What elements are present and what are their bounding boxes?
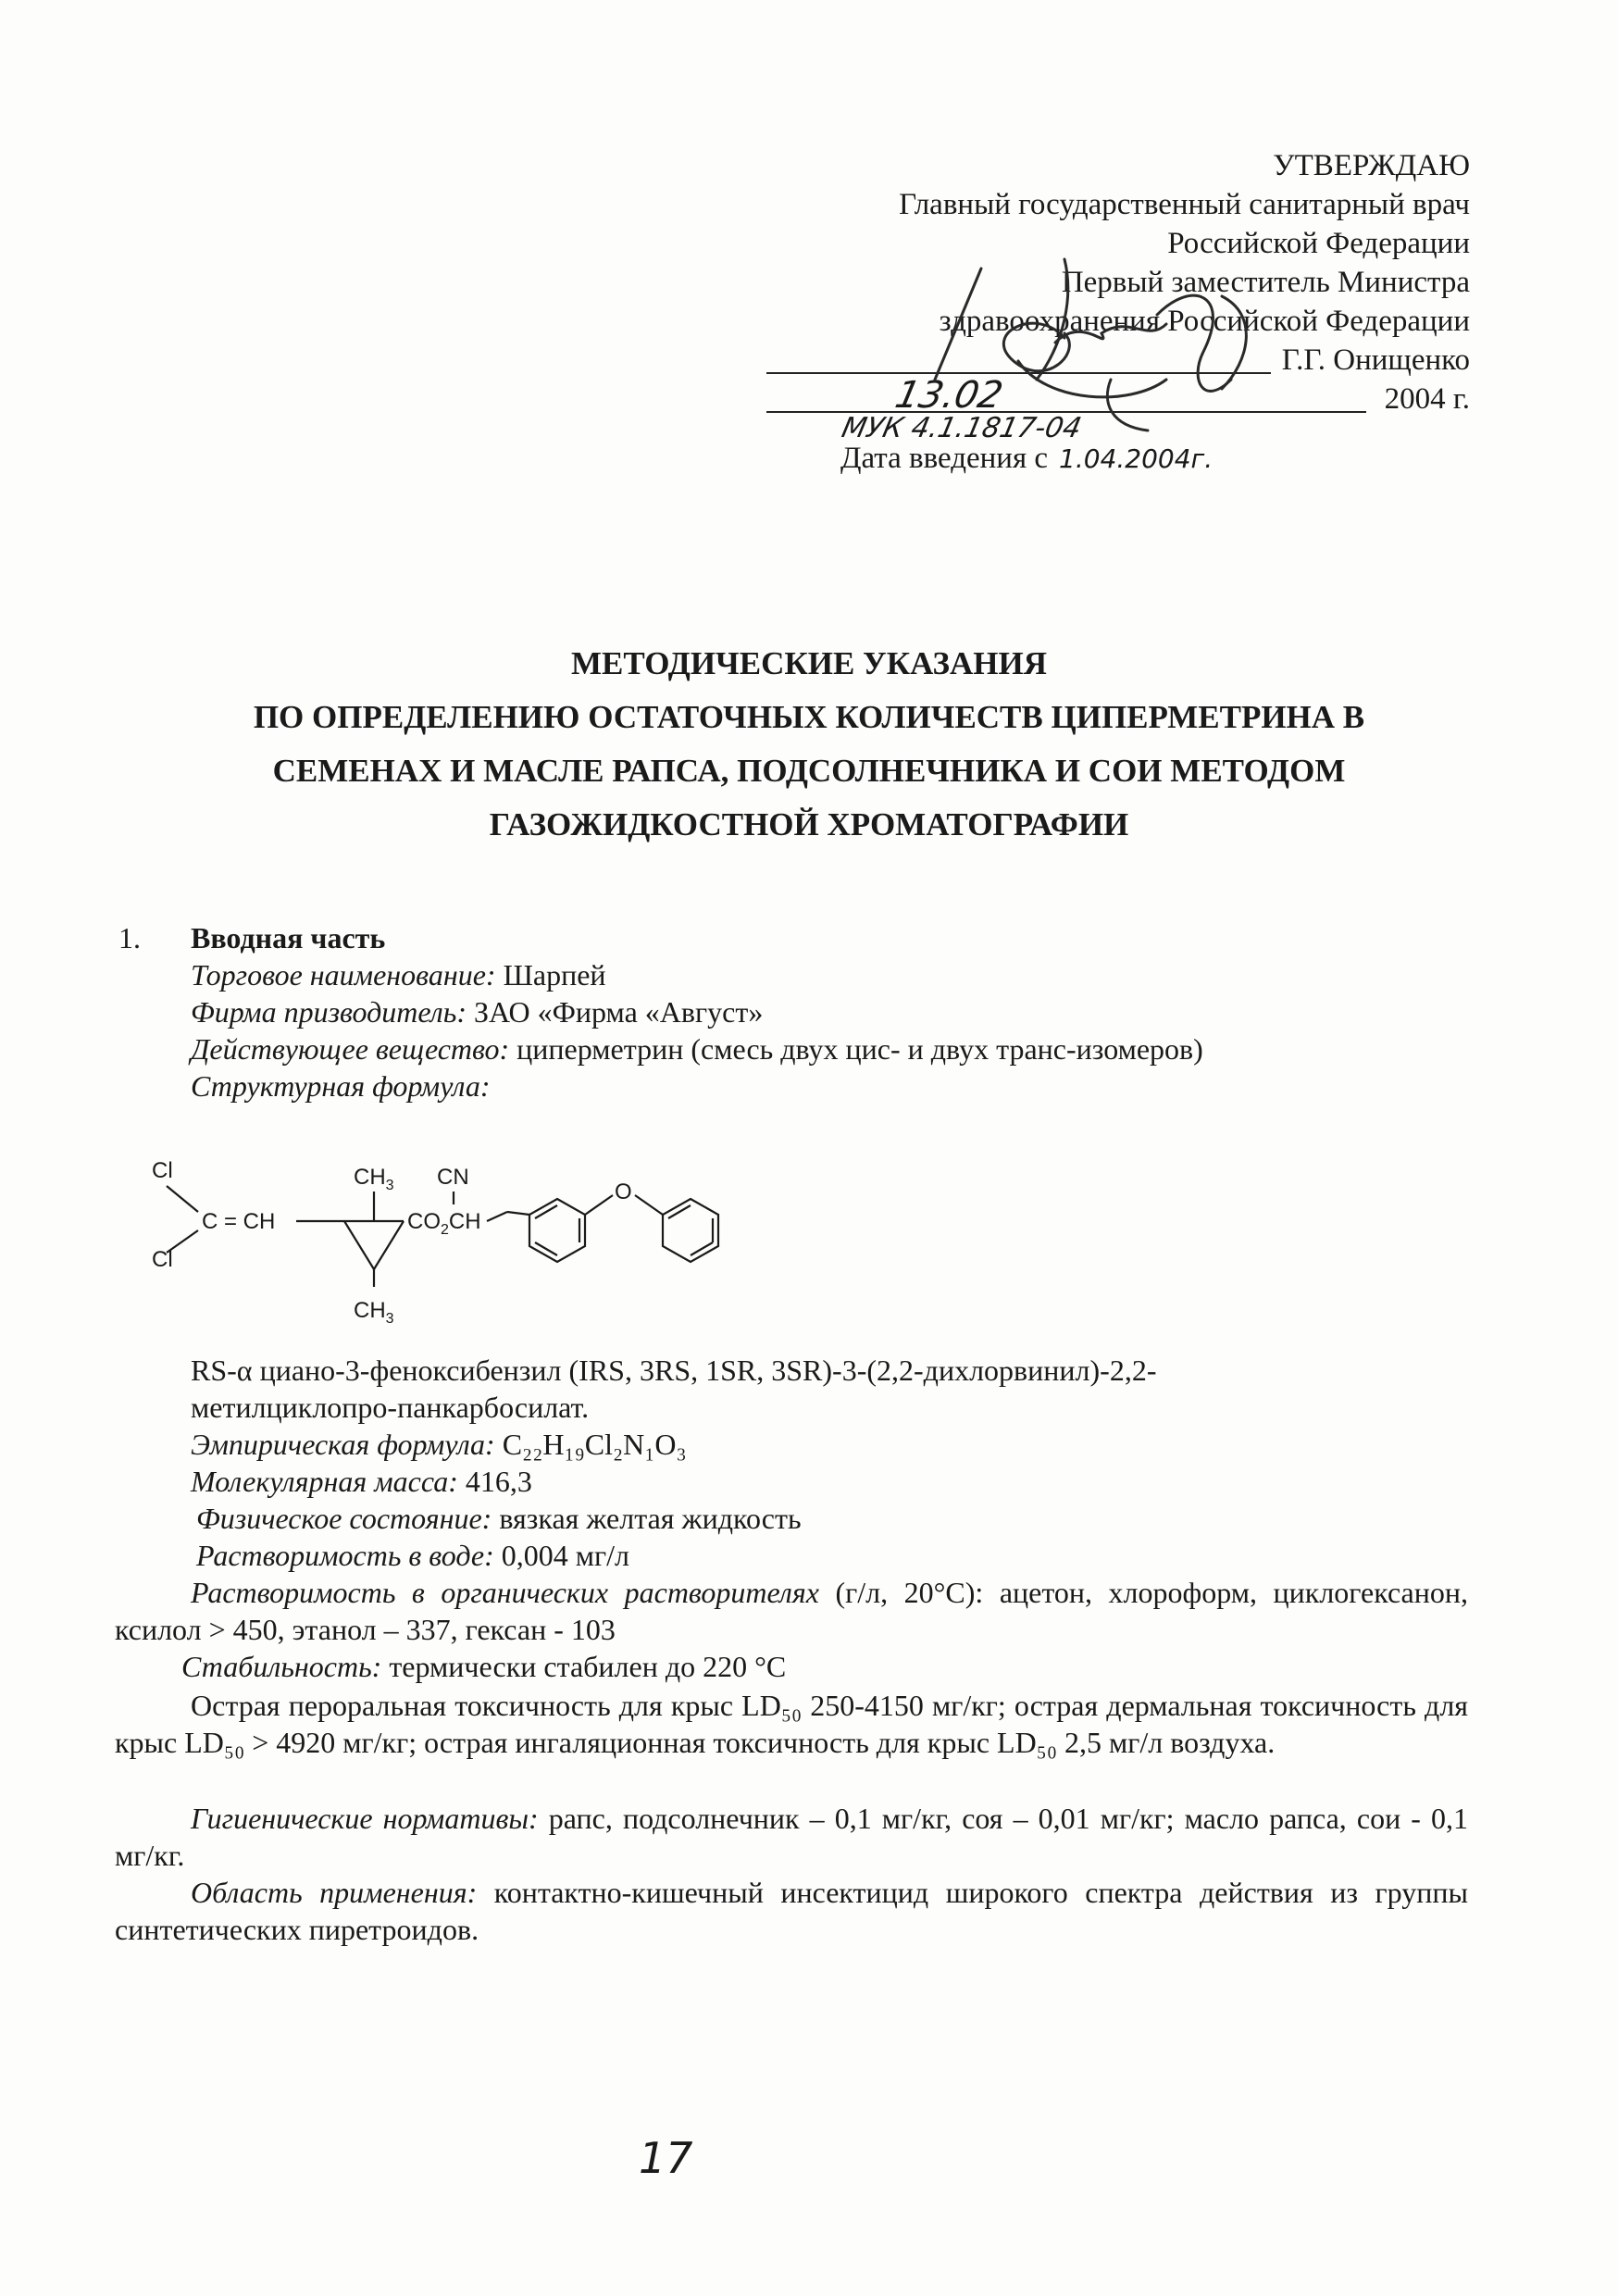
empirical-formula-field: [191, 1426, 1468, 1463]
formula-cl-bottom: Cl: [152, 1247, 173, 1272]
chemical-details: [191, 1352, 1468, 1574]
maker-field: [118, 993, 1470, 1030]
formula-cn: CN: [437, 1165, 469, 1190]
hygiene-norms-paragraph: [115, 1800, 1468, 1874]
toxicity-paragraph: [115, 1687, 1468, 1761]
application-scope-paragraph: [115, 1874, 1468, 1948]
formula-vinyl: C = CH: [202, 1209, 276, 1234]
signature-rule: [766, 372, 1271, 374]
organic-solubility-paragraph: [115, 1574, 1468, 1648]
approval-year: 2004 г.: [1384, 382, 1470, 416]
section-introduction: [118, 919, 1470, 1104]
title-line-2: ПО ОПРЕДЕЛЕНИЮ ОСТАТОЧНЫХ КОЛИЧЕСТВ ЦИПЕРМЕТРИНА В: [253, 699, 1365, 735]
structure-field: [118, 1067, 1470, 1104]
maker-value: ЗАО «Фирма «Август»: [466, 995, 764, 1029]
state-value: вязкая желтая жидкость: [492, 1502, 802, 1535]
section-title: Вводная часть: [191, 921, 386, 955]
formula-cl-top: Cl: [152, 1158, 173, 1183]
stability-value: термически стабилен до 220 °С: [381, 1650, 787, 1683]
organic-label: Растворимость в органических растворителях: [191, 1576, 819, 1609]
approval-line-4: здравоохранения Российской Федерации: [939, 305, 1470, 338]
approval-heading: УТВЕРЖДАЮ: [1273, 149, 1470, 182]
scope-label: Область применения:: [191, 1876, 478, 1909]
structural-formula: [139, 1143, 741, 1338]
scope-value: контактно-кишечный инсектицид широкого спектра действия из группы синтетических пиретроидов.: [115, 1876, 1469, 1946]
chemical-name-line-2: метилциклопро-панкарбосилат.: [191, 1391, 590, 1424]
intro-date-label: Дата введения с: [840, 442, 1049, 475]
trade-name-value: Шарпей: [495, 958, 606, 992]
page-number: 17: [639, 2133, 693, 2183]
mass-label: Молекулярная масса:: [191, 1465, 458, 1498]
water-label: Растворимость в воде:: [196, 1539, 494, 1572]
approval-line-3: Первый заместитель Министра: [1061, 266, 1470, 299]
signer-name: Г.Г. Онищенко: [1281, 343, 1470, 377]
signature-row: [766, 341, 1470, 380]
handwritten-intro-date: 1.04.2004г.: [1059, 443, 1214, 474]
empirical-label: Эмпирическая формула:: [191, 1428, 495, 1461]
document-title: [161, 637, 1457, 852]
section-heading: [118, 919, 1470, 956]
state-label: Физическое состояние:: [196, 1502, 492, 1535]
formula-ester: $CO_2CH$: [407, 1209, 481, 1238]
intro-date: [840, 442, 1213, 476]
mass-value: 416,3: [457, 1465, 532, 1498]
active-label: Действующее вещество:: [191, 1032, 510, 1066]
structure-label: Структурная формула:: [191, 1069, 491, 1103]
title-line-4: ГАЗОЖИДКОСТНОЙ ХРОМАТОГРАФИИ: [489, 806, 1129, 842]
section-number: 1.: [118, 921, 141, 955]
norms-value: рапс, подсолнечник – 0,1 мг/кг, соя – 0,01 мг/кг; масло рапса, сои - 0,1 мг/кг.: [115, 1802, 1469, 1872]
physical-state-field: [191, 1500, 1468, 1537]
maker-label: Фирма призводитель:: [191, 995, 467, 1029]
approval-block: [766, 146, 1470, 418]
stability-paragraph: [115, 1648, 1468, 1685]
stability-label: Стабильность:: [181, 1650, 382, 1683]
water-value: 0,004 мг/л: [493, 1539, 630, 1572]
formula-ch3-top: $CH_3$: [354, 1165, 394, 1193]
trade-name-label: Торговое наименование:: [191, 958, 496, 992]
molecular-mass-field: [191, 1463, 1468, 1500]
trade-name-field: [118, 956, 1470, 993]
title-line-3: СЕМЕНАХ И МАСЛЕ РАПСА, ПОДСОЛНЕЧНИКА И СОИ МЕТОДОМ: [272, 753, 1346, 789]
approval-line-1: Главный государственный санитарный врач: [899, 188, 1470, 221]
handwritten-registration: МУК 4.1.1817-04: [839, 412, 1085, 444]
chemical-name-line-1: RS-α циано-3-феноксибензил (IRS, 3RS, 1SR, 3SR)-3-(2,2-дихлорвинил)-2,2-: [191, 1354, 1157, 1387]
empirical-value: C₂₂H₁₉Cl₂N₁O₃: [494, 1428, 687, 1461]
toxicity-text: Острая пероральная токсичность для крыс LD₅₀ 250-4150 мг/кг; острая дермальная токсичность для крыс LD₅₀ > 4920 мг/кг; острая ингаляционная токсичность для крыс LD₅₀ 2,5 мг/л воздуха.: [115, 1689, 1468, 1759]
handwritten-date: 13.02: [891, 374, 1007, 417]
active-value: циперметрин (смесь двух цис- и двух транс-изомеров): [509, 1032, 1203, 1066]
approval-line-2: Российской Федерации: [1167, 227, 1470, 260]
water-solubility-field: [191, 1537, 1468, 1574]
formula-ch3-bottom: $CH_3$: [354, 1298, 394, 1327]
title-line-1: МЕТОДИЧЕСКИЕ УКАЗАНИЯ: [571, 645, 1047, 681]
active-substance-field: [118, 1030, 1470, 1067]
organic-value: (г/л, 20°С): ацетон, хлороформ, циклогексанон, ксилол > 450, этанол – 337, гексан - 103: [115, 1576, 1469, 1646]
formula-oxygen: O: [615, 1179, 632, 1204]
norms-label: Гигиенические нормативы:: [191, 1802, 539, 1835]
